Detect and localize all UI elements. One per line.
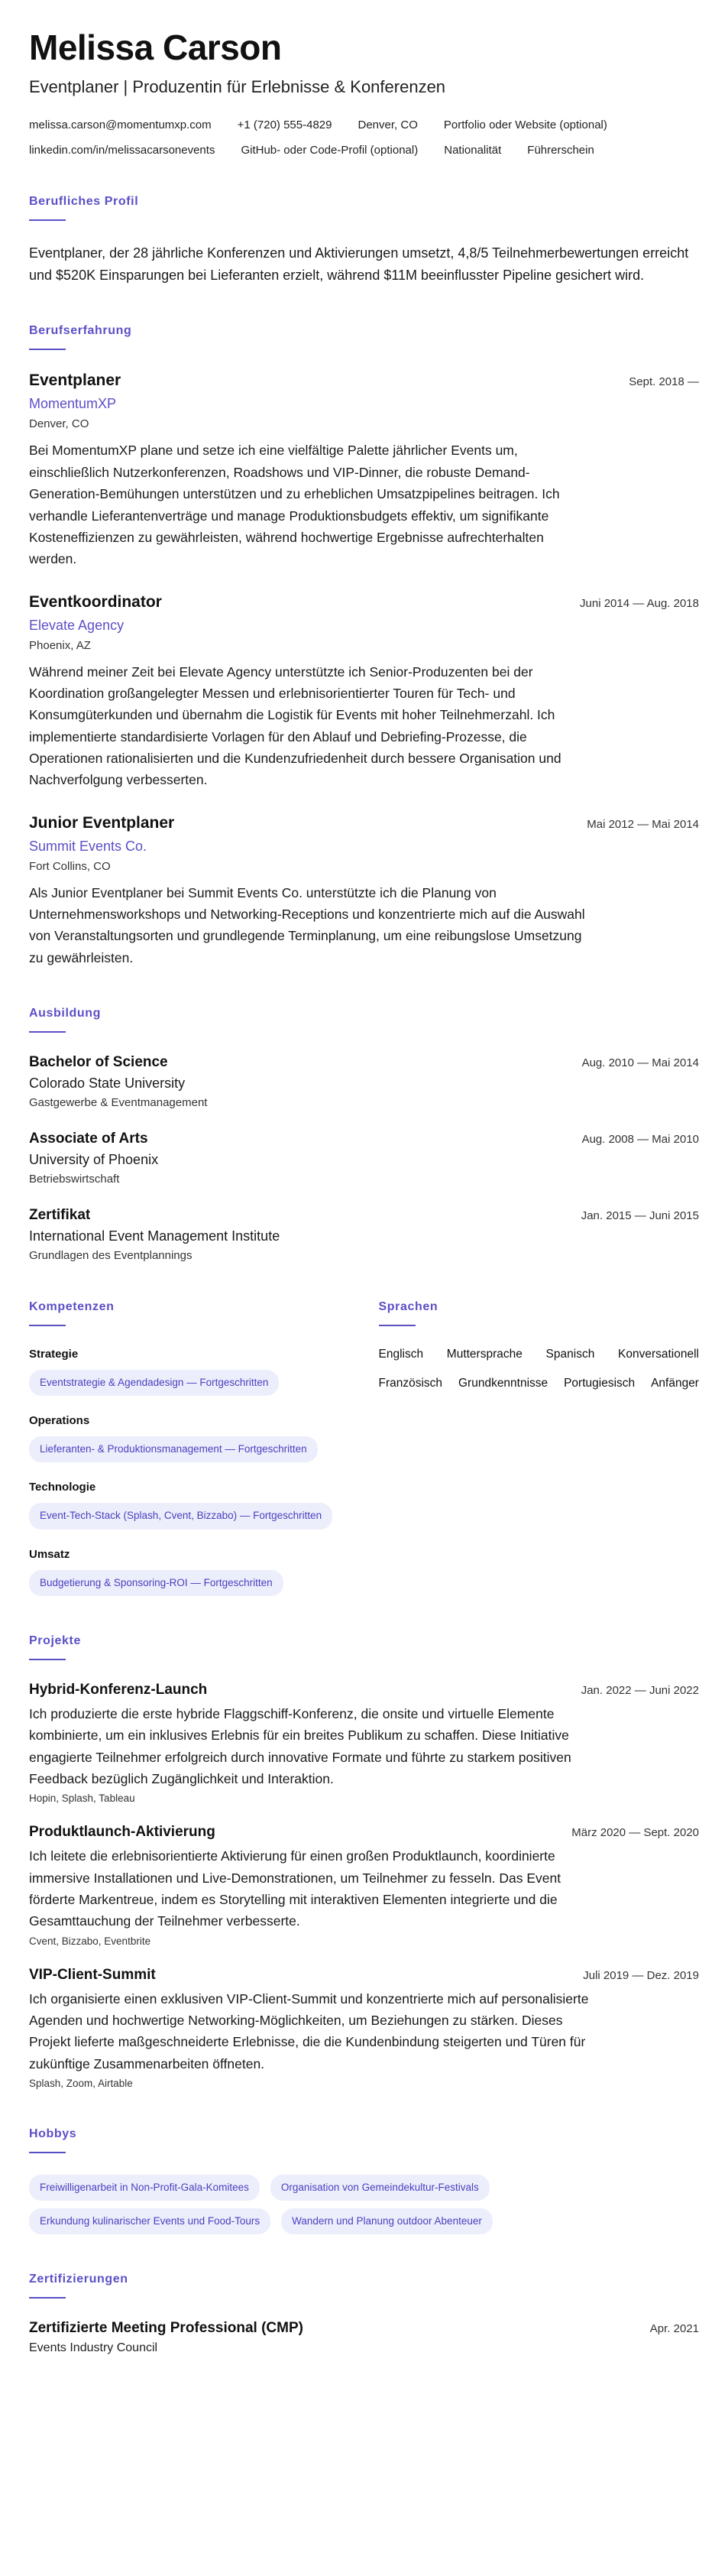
edu-date: Jan. 2015 — Juni 2015 — [581, 1209, 699, 1222]
project-entry — [29, 1824, 699, 1946]
project-date: Jan. 2022 — Juni 2022 — [581, 1683, 699, 1697]
skill-pill: Event-Tech-Stack (Splash, Cvent, Bizzabo) — Fortgeschritten — [29, 1503, 332, 1529]
edu-field: Grundlagen des Eventplannings — [29, 1248, 193, 1262]
contact-info — [29, 118, 699, 157]
project-tools: Hopin, Splash, Tableau — [29, 1792, 135, 1805]
experience-section — [29, 324, 699, 968]
project-date: März 2020 — Sept. 2020 — [571, 1826, 699, 1840]
contact-location: Denver, CO — [358, 118, 418, 131]
language-row — [379, 1377, 700, 1390]
candidate-name: Melissa Carson — [29, 28, 282, 67]
summary-text: Eventplaner, der 28 jährliche Konferenzen und Aktivierungen umsetzt, 4,8/5 Teilnehmerbewertungen erreicht und $520K Einsparungen bei Lieferanten erzielt, während $11M beeinflusster Pipeline gesichert wird. — [29, 245, 689, 283]
certification-entry — [29, 2320, 699, 2355]
edu-school: University of Phoenix — [29, 1151, 159, 1167]
job-title: Junior Eventplaner — [29, 813, 175, 832]
skill-category: Operations — [29, 1414, 90, 1428]
section-title: Hobbys — [29, 2127, 77, 2140]
section-divider — [29, 2297, 66, 2299]
skills-languages-row — [29, 1300, 699, 1596]
project-entry — [29, 1967, 699, 2089]
cert-date: Apr. 2021 — [649, 2322, 699, 2336]
language-level: Konversationell — [618, 1347, 699, 1361]
language-level: Muttersprache — [446, 1347, 523, 1361]
skill-category: Technologie — [29, 1481, 96, 1494]
section-title: Ausbildung — [29, 1006, 101, 1020]
section-title: Berufliches Profil — [29, 194, 139, 208]
project-description: Ich produzierte die erste hybride Flaggschiff-Konferenz, die onsite und virtuelle Elemente kombinierte, um ein inklusives Erlebnis für ein breites Publikum zu schaffen. Diese Initiative engagierte Teilnehmer erfolgreich durch innovative Formate und führte zu starkem positiven Feedback bezüglich Zugänglichkeit und Interaktion. — [29, 1705, 571, 1786]
job-company: Summit Events Co. — [29, 838, 147, 854]
job-description: Während meiner Zeit bei Elevate Agency unterstützte ich Senior-Produzenten bei der Koordination großangelegter Messen und erlebnisorientierter Touren für Tech- und Konsumgüterkunden und übernahm die Logistik für Events mit hoher Teilnehmerzahl. Ich implementierte standardisierte Vorlagen für den Ablauf und Debriefing-Prozesse, die Operationen rationalisierten und die Kundenzufriedenheit durch bessere Organisation und Nachverfolgung verbesserten. — [29, 663, 561, 788]
section-title: Zertifizierungen — [29, 2273, 128, 2286]
projects-section — [29, 1634, 699, 2089]
section-divider — [29, 2152, 66, 2153]
languages-section — [379, 1300, 700, 1596]
section-divider — [29, 1659, 66, 1660]
language-row — [379, 1348, 700, 1361]
project-description: Ich leitete die erlebnisorientierte Aktivierung für einen großen Produktlaunch, koordinierte immersive Installationen und Live-Demonstrationen, um Teilnehmer zu fesseln. Das Event förderte Markentreue, indem es Storytelling mit interaktiven Elementen integrierte und die Gesamttauchung der Teilnehmer verbesserte. — [29, 1848, 561, 1929]
job-title: Eventplaner — [29, 371, 121, 390]
summary-section — [29, 195, 699, 287]
contact-license: Führerschein — [527, 143, 594, 157]
job-company: MomentumXP — [29, 396, 117, 412]
job-date: Mai 2012 — Mai 2014 — [587, 817, 699, 831]
skill-category: Umsatz — [29, 1547, 70, 1561]
education-entry — [29, 1054, 699, 1109]
section-divider — [29, 219, 66, 221]
language-name: Französisch — [378, 1376, 443, 1390]
edu-school: Colorado State University — [29, 1075, 186, 1091]
edu-degree: Bachelor of Science — [29, 1053, 168, 1070]
job-entry — [29, 371, 699, 569]
hobby-pill: Organisation von Gemeindekultur-Festivals — [270, 2175, 490, 2201]
section-title: Sprachen — [378, 1299, 438, 1313]
job-description: Bei MomentumXP plane und setze ich eine vielfältige Palette jährlicher Events um, einschließlich Nutzerkonferenzen, Roadshows und VIP-Dinner, die robuste Demand-Generation-Bemühungen unterstützen und zu erheblichen Umsatzpipelines beitragen. Ich verhandle Lieferantenverträge und manage Produktionsbudgets effektiv, um signifikante Kosteneffizienzen zu gewährleisten, während hochwertige Ergebnisse aufrechterhalten werden. — [29, 443, 560, 567]
education-entry — [29, 1131, 699, 1186]
contact-email[interactable]: melissa.carson@momentumxp.com — [29, 118, 212, 131]
edu-degree: Zertifikat — [29, 1206, 91, 1223]
contact-nationality: Nationalität — [444, 143, 502, 157]
job-title: Eventkoordinator — [29, 592, 162, 611]
project-entry — [29, 1682, 699, 1804]
project-title: VIP-Client-Summit — [29, 1966, 156, 1983]
education-entry — [29, 1207, 699, 1262]
hobby-pill: Wandern und Planung outdoor Abenteuer — [281, 2208, 493, 2234]
language-level: Anfänger — [651, 1376, 699, 1390]
job-entry — [29, 593, 699, 791]
section-divider — [379, 1325, 416, 1326]
hobby-pill: Freiwilligenarbeit in Non-Profit-Gala-Komitees — [29, 2175, 260, 2201]
cert-issuer: Events Industry Council — [29, 2341, 158, 2355]
job-date: Juni 2014 — Aug. 2018 — [580, 596, 699, 610]
job-date: Sept. 2018 — — [629, 375, 699, 389]
skill-pill: Budgetierung & Sponsoring-ROI — Fortgeschritten — [29, 1570, 283, 1596]
language-name: Portugiesisch — [564, 1376, 636, 1390]
candidate-headline: Eventplaner | Produzentin für Erlebnisse & Konferenzen — [29, 76, 446, 96]
edu-date: Aug. 2008 — Mai 2010 — [581, 1132, 699, 1146]
section-title: Berufserfahrung — [29, 324, 132, 338]
contact-github[interactable]: GitHub- oder Code-Profil (optional) — [241, 143, 419, 157]
resume-header — [29, 28, 699, 157]
section-divider — [29, 1031, 66, 1033]
job-location: Phoenix, AZ — [29, 638, 91, 652]
language-name: Spanisch — [545, 1347, 595, 1361]
project-tools: Splash, Zoom, Airtable — [29, 2077, 133, 2089]
job-location: Denver, CO — [29, 417, 89, 431]
job-location: Fort Collins, CO — [29, 859, 111, 873]
language-level: Grundkenntnisse — [458, 1376, 548, 1390]
skill-pill: Eventstrategie & Agendadesign — Fortgeschritten — [29, 1370, 279, 1396]
job-entry — [29, 814, 699, 968]
education-section — [29, 1007, 699, 1262]
contact-portfolio[interactable]: Portfolio oder Website (optional) — [443, 118, 607, 131]
skill-pill: Lieferanten- & Produktionsmanagement — Fortgeschritten — [29, 1436, 318, 1462]
section-divider — [29, 349, 66, 350]
contact-phone[interactable]: +1 (720) 555-4829 — [237, 118, 332, 131]
edu-field: Betriebswirtschaft — [29, 1172, 120, 1186]
edu-school: International Event Management Institute — [29, 1228, 280, 1244]
project-title: Hybrid-Konferenz-Launch — [29, 1681, 208, 1698]
contact-linkedin[interactable]: linkedin.com/in/melissacarsonevents — [29, 143, 215, 157]
cert-name: Zertifizierte Meeting Professional (CMP) — [29, 2320, 303, 2337]
job-description: Als Junior Eventplaner bei Summit Events Co. unterstützte ich die Planung von Unternehmensworkshops und Networking-Receptions und konzentrierte mich auf die Auswahl von Veranstaltungsorten und grundlegende Terminplanung, um eine reibungslose Umsetzung zu gewährleisten. — [29, 884, 585, 965]
certifications-section — [29, 2273, 699, 2355]
project-description: Ich organisierte einen exklusiven VIP-Client-Summit und konzentrierte mich auf personalisierte Agenden und hochwertige Networking-Möglichkeiten, um Beziehungen zu stärken. Dieses Projekt lieferte maßgeschneiderte Erlebnisse, die die Kundenbindung steigerten und Türen für zukünftige Zusammenarbeiten öffneten. — [29, 1990, 589, 2072]
section-title: Projekte — [29, 1634, 81, 1647]
job-company: Elevate Agency — [29, 617, 125, 633]
skill-category: Strategie — [29, 1347, 79, 1361]
edu-degree: Associate of Arts — [29, 1130, 148, 1147]
project-tools: Cvent, Bizzabo, Eventbrite — [29, 1935, 151, 1947]
edu-date: Aug. 2010 — Mai 2014 — [581, 1056, 699, 1069]
project-title: Produktlaunch-Aktivierung — [29, 1824, 215, 1841]
project-date: Juli 2019 — Dez. 2019 — [583, 1968, 699, 1982]
language-name: Englisch — [378, 1347, 424, 1361]
section-divider — [29, 1325, 66, 1326]
skills-section — [29, 1300, 350, 1596]
edu-field: Gastgewerbe & Eventmanagement — [29, 1095, 208, 1109]
section-title: Kompetenzen — [29, 1299, 115, 1313]
hobbies-section — [29, 2127, 699, 2234]
hobby-pill: Erkundung kulinarischer Events und Food-Tours — [29, 2208, 270, 2234]
